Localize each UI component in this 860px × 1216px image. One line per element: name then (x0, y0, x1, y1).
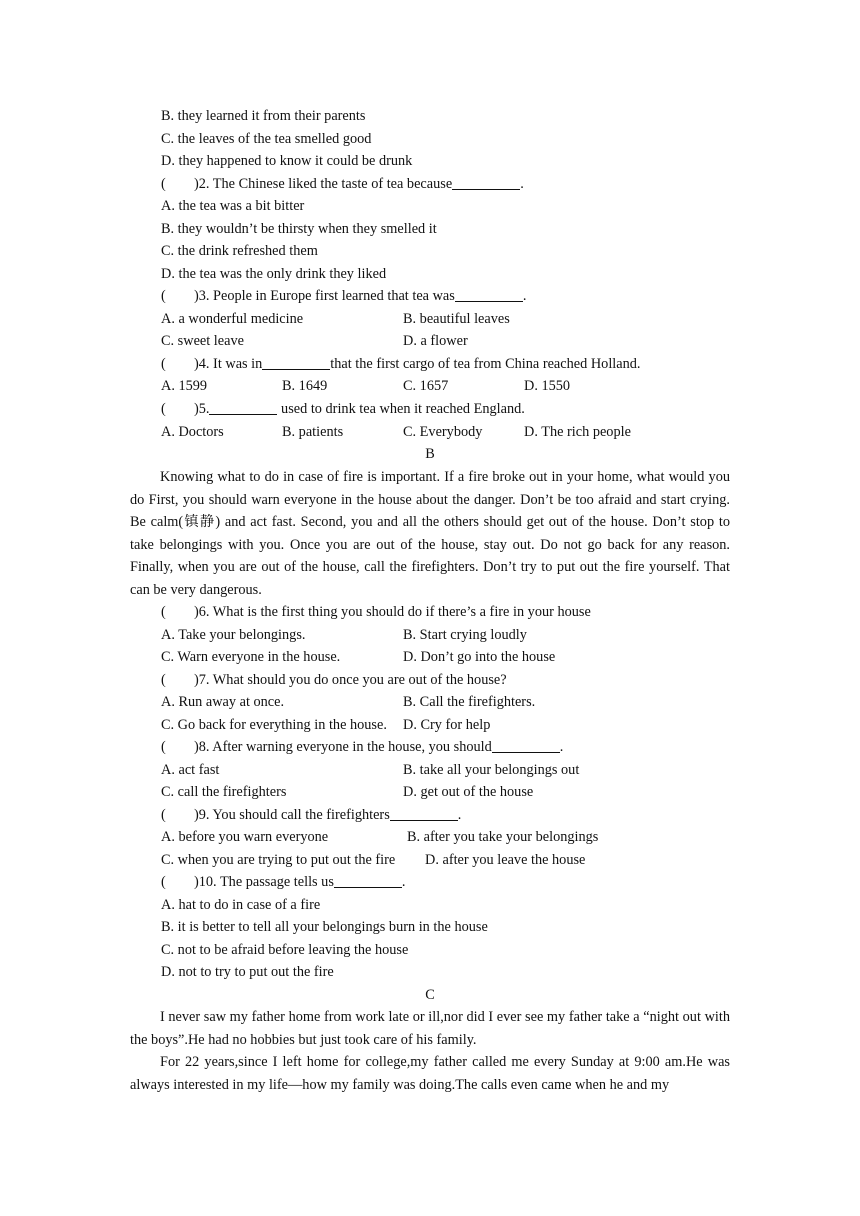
answer-blank (492, 737, 560, 753)
q9-option-c: C. when you are trying to put out the fire (161, 852, 396, 868)
q10-stem: )10. The passage tells us (194, 874, 334, 890)
q6-option-b: B. Start crying loudly (403, 627, 527, 643)
question-9 (161, 804, 461, 826)
q7-option-d: D. Cry for help (403, 717, 491, 733)
q2-option-c: C. the drink refreshed them (161, 243, 318, 259)
answer-paren: ( (161, 739, 166, 755)
q10-option-a: A. hat to do in case of a fire (161, 897, 321, 913)
q5-option-b: B. patients (282, 424, 344, 440)
question-2 (161, 173, 524, 195)
q5-option-c: C. Everybody (403, 424, 483, 440)
section-b-heading: B (425, 446, 435, 462)
q2-option-b: B. they wouldn’t be thirsty when they smelled it (161, 221, 437, 237)
q4-stem: )4. It was in (194, 356, 263, 372)
q2-option-d: D. the tea was the only drink they liked (161, 266, 387, 282)
q3-stem: )3. People in Europe first learned that tea was (194, 288, 455, 304)
q6-stem: )6. What is the first thing you should do if there’s a fire in your house (194, 604, 591, 620)
question-3 (161, 285, 526, 307)
q6-option-c: C. Warn everyone in the house. (161, 649, 341, 665)
answer-paren: ( (161, 874, 166, 890)
q3-option-b: B. beautiful leaves (403, 311, 510, 327)
q4-option-c: C. 1657 (403, 378, 449, 394)
q5-stem-end: used to drink tea when it reached England. (277, 401, 525, 417)
answer-blank (390, 805, 458, 821)
q3-option-a: A. a wonderful medicine (161, 311, 304, 327)
answer-blank (209, 399, 277, 415)
q9-stem-end: . (457, 807, 462, 823)
q3-stem-end: . (522, 288, 527, 304)
q4-option-a: A. 1599 (161, 378, 208, 394)
answer-blank (262, 354, 330, 370)
answer-paren: ( (161, 401, 166, 417)
q7-option-a: A. Run away at once. (161, 694, 285, 710)
q8-option-d: D. get out of the house (403, 784, 534, 800)
q10-option-c: C. not to be afraid before leaving the house (161, 942, 409, 958)
answer-paren: ( (161, 807, 166, 823)
q7-option-c: C. Go back for everything in the house. (161, 717, 387, 733)
q6-option-a: A. Take your belongings. (161, 627, 306, 643)
q2-stem: )2. The Chinese liked the taste of tea because (194, 176, 453, 192)
answer-paren: ( (161, 356, 166, 372)
q2-stem-end: . (520, 176, 524, 192)
q5-option-a: A. Doctors (161, 424, 224, 440)
q1-option-b: B. they learned it from their parents (161, 108, 366, 124)
q3-option-d: D. a flower (403, 333, 468, 349)
q5-stem: )5. (194, 401, 210, 417)
passage-c-paragraph-2: For 22 years,since I left home for college,my father called me every Sunday at 9:00 am.He was always interested in my life—how my family was doing.The calls even came when he and my (130, 1054, 730, 1093)
q1-option-d: D. they happened to know it could be drunk (161, 153, 413, 169)
q9-option-b: B. after you take your belongings (407, 829, 599, 845)
q4-option-b: B. 1649 (282, 378, 328, 394)
q7-stem: )7. What should you do once you are out of the house? (194, 672, 507, 688)
question-5 (161, 398, 525, 420)
q8-stem: )8. After warning everyone in the house, you should (194, 739, 492, 755)
q4-stem-end: that the first cargo of tea from China reached Holland. (330, 356, 641, 372)
q1-option-c: C. the leaves of the tea smelled good (161, 131, 372, 147)
question-4 (161, 353, 640, 375)
question-6 (161, 601, 591, 623)
passage-b: Knowing what to do in case of fire is important. If a fire broke out in your home, what would you do First, you should warn everyone in the house about the danger. Don’t be too afraid and start crying. Be calm(镇静) and act fast. Second, you and all the others should get out of the house. Don’t stop to take belongings with you. Once you are out of the house, stay out. Do not go back for any reason. Finally, when you are out of the house, call the firefighters. Don’t try to put out the fire yourself. That can be very dangerous. (130, 469, 730, 598)
q4-option-d: D. 1550 (524, 378, 571, 394)
q9-option-a: A. before you warn everyone (161, 829, 329, 845)
q8-stem-end: . (559, 739, 564, 755)
answer-paren: ( (161, 288, 166, 304)
q10-option-d: D. not to try to put out the fire (161, 964, 334, 980)
question-10 (161, 871, 405, 893)
q10-option-b: B. it is better to tell all your belongings burn in the house (161, 919, 488, 935)
question-8 (161, 736, 563, 758)
q9-option-d: D. after you leave the house (425, 852, 586, 868)
q9-stem: )9. You should call the firefighters (194, 807, 390, 823)
section-c-heading: C (425, 987, 435, 1003)
answer-paren: ( (161, 604, 166, 620)
answer-paren: ( (161, 672, 166, 688)
q8-option-a: A. act fast (161, 762, 220, 778)
answer-blank (452, 174, 520, 190)
passage-c-paragraph-1: I never saw my father home from work late or ill,nor did I ever see my father take a “night out with the boys”.He had no hobbies but just took care of his family. (130, 1009, 730, 1048)
question-7 (161, 669, 507, 691)
q10-stem-end: . (401, 874, 406, 890)
q6-option-d: D. Don’t go into the house (403, 649, 556, 665)
q2-option-a: A. the tea was a bit bitter (161, 198, 305, 214)
q8-option-c: C. call the firefighters (161, 784, 287, 800)
answer-blank (334, 872, 402, 888)
answer-paren: ( (161, 176, 166, 192)
q7-option-b: B. Call the firefighters. (403, 694, 536, 710)
q8-option-b: B. take all your belongings out (403, 762, 580, 778)
q5-option-d: D. The rich people (524, 424, 631, 440)
answer-blank (455, 286, 523, 302)
q3-option-c: C. sweet leave (161, 333, 244, 349)
